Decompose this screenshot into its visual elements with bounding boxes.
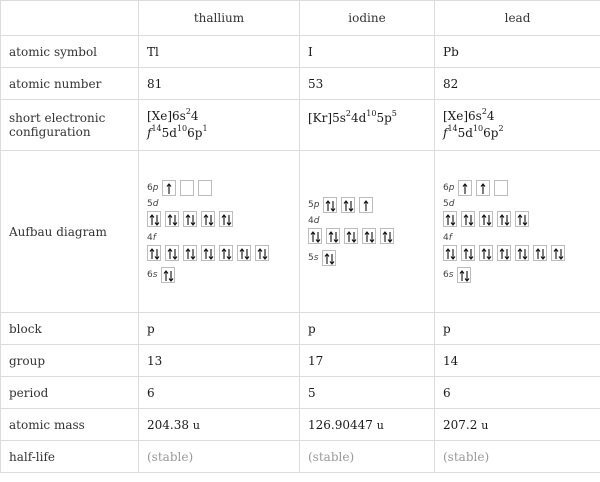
spin-up-arrow-icon bbox=[222, 215, 226, 225]
spin-down-arrow-icon bbox=[505, 215, 509, 225]
aufbau-cell-iodine bbox=[300, 151, 435, 313]
row-label: period bbox=[1, 377, 139, 409]
orbital-box bbox=[180, 180, 194, 196]
config-part: 5d bbox=[161, 126, 177, 140]
cell-iodine: 5 bbox=[300, 377, 435, 409]
orbital-box bbox=[515, 245, 529, 261]
config-cell-lead bbox=[435, 100, 600, 151]
column-header-lead: lead bbox=[435, 1, 600, 36]
cell-thallium bbox=[139, 409, 300, 441]
row-atomic-symbol bbox=[1, 36, 600, 68]
orbital-label: 4d bbox=[308, 216, 320, 226]
cell-lead: (stable) bbox=[435, 441, 600, 473]
spin-down-arrow-icon bbox=[227, 249, 231, 259]
orbital-5p bbox=[308, 197, 426, 213]
orbital-box bbox=[476, 180, 490, 196]
row-label: block bbox=[1, 313, 139, 345]
config-sup: 14 bbox=[151, 124, 162, 133]
cell-thallium: Tl bbox=[139, 36, 300, 68]
spin-down-arrow-icon bbox=[487, 215, 491, 225]
config-sup: 10 bbox=[366, 109, 377, 118]
spin-up-arrow-icon bbox=[518, 249, 522, 259]
row-electronic-configuration bbox=[1, 100, 600, 151]
orbital-box bbox=[198, 180, 212, 196]
config-cell-iodine bbox=[300, 100, 435, 151]
header-row bbox=[1, 1, 600, 36]
spin-down-arrow-icon bbox=[209, 249, 213, 259]
spin-down-arrow-icon bbox=[173, 249, 177, 259]
orbital-label: 5d bbox=[147, 199, 159, 209]
spin-down-arrow-icon bbox=[487, 249, 491, 259]
spin-up-arrow-icon bbox=[464, 249, 468, 259]
mass-unit: u bbox=[481, 418, 489, 432]
spin-up-arrow-icon bbox=[150, 249, 154, 259]
row-label: group bbox=[1, 345, 139, 377]
spin-up-arrow-icon bbox=[329, 232, 333, 242]
orbital-box bbox=[497, 245, 511, 261]
orbital-box bbox=[219, 245, 233, 261]
cell-iodine: 17 bbox=[300, 345, 435, 377]
spin-up-arrow-icon bbox=[536, 249, 540, 259]
orbital-box bbox=[461, 245, 475, 261]
spin-up-arrow-icon bbox=[500, 249, 504, 259]
row-half-life bbox=[1, 441, 600, 473]
spin-down-arrow-icon bbox=[227, 215, 231, 225]
orbital-box bbox=[201, 245, 215, 261]
spin-down-arrow-icon bbox=[388, 232, 392, 242]
cell-lead: 6 bbox=[435, 377, 600, 409]
spin-up-arrow-icon bbox=[240, 249, 244, 259]
aufbau-cell-lead bbox=[435, 151, 600, 313]
orbital-5d bbox=[443, 199, 592, 230]
spin-down-arrow-icon bbox=[541, 249, 545, 259]
spin-up-arrow-icon bbox=[383, 232, 387, 242]
cell-iodine: p bbox=[300, 313, 435, 345]
mass-value: 126.90447 bbox=[308, 417, 373, 432]
spin-down-arrow-icon bbox=[334, 232, 338, 242]
config-sup: 5 bbox=[391, 109, 397, 118]
orbital-4d bbox=[308, 216, 426, 247]
config-part: f bbox=[147, 126, 152, 140]
spin-down-arrow-icon bbox=[209, 215, 213, 225]
config-part: 4d bbox=[350, 111, 367, 125]
orbital-label: 5s bbox=[308, 253, 319, 263]
cell-iodine: I bbox=[300, 36, 435, 68]
row-label-line1: short electronic bbox=[9, 111, 106, 125]
spin-up-arrow-icon bbox=[554, 249, 558, 259]
spin-up-arrow-icon bbox=[325, 254, 329, 264]
cell-thallium: p bbox=[139, 313, 300, 345]
row-label bbox=[1, 100, 139, 151]
orbital-label: 6p bbox=[147, 183, 159, 193]
spin-up-arrow-icon bbox=[463, 184, 467, 194]
row-label: atomic number bbox=[1, 68, 139, 100]
cell-lead: 82 bbox=[435, 68, 600, 100]
row-block bbox=[1, 313, 600, 345]
row-label: atomic mass bbox=[1, 409, 139, 441]
config-part: 5p bbox=[376, 111, 392, 125]
spin-down-arrow-icon bbox=[155, 249, 159, 259]
orbital-label: 6s bbox=[147, 270, 158, 280]
orbital-box bbox=[165, 245, 179, 261]
spin-up-arrow-icon bbox=[150, 215, 154, 225]
cell-thallium: 6 bbox=[139, 377, 300, 409]
spin-down-arrow-icon bbox=[505, 249, 509, 259]
orbital-label: 6p bbox=[443, 183, 455, 193]
spin-down-arrow-icon bbox=[465, 271, 469, 281]
cell-lead: p bbox=[435, 313, 600, 345]
orbital-box bbox=[308, 228, 322, 244]
orbital-box bbox=[551, 245, 565, 261]
orbital-6s bbox=[147, 267, 291, 283]
orbital-box bbox=[443, 245, 457, 261]
cell-lead bbox=[435, 409, 600, 441]
spin-up-arrow-icon bbox=[186, 249, 190, 259]
orbital-box bbox=[362, 228, 376, 244]
spin-up-arrow-icon bbox=[464, 215, 468, 225]
config-part: f bbox=[443, 126, 448, 140]
spin-down-arrow-icon bbox=[155, 215, 159, 225]
header-corner bbox=[1, 1, 139, 36]
cell-thallium: 81 bbox=[139, 68, 300, 100]
orbital-box bbox=[201, 211, 215, 227]
row-aufbau-diagram bbox=[1, 151, 600, 313]
cell-thallium: 13 bbox=[139, 345, 300, 377]
row-label: Aufbau diagram bbox=[1, 151, 139, 313]
config-sup: 10 bbox=[472, 124, 484, 133]
orbital-box bbox=[219, 211, 233, 227]
spin-down-arrow-icon bbox=[191, 249, 195, 259]
orbital-box bbox=[344, 228, 358, 244]
orbital-box bbox=[255, 245, 269, 261]
spin-up-arrow-icon bbox=[258, 249, 262, 259]
orbital-label: 6s bbox=[443, 270, 454, 280]
orbital-box bbox=[479, 211, 493, 227]
spin-down-arrow-icon bbox=[451, 215, 455, 225]
orbital-box bbox=[183, 245, 197, 261]
orbital-box bbox=[380, 228, 394, 244]
orbital-box bbox=[323, 197, 337, 213]
spin-up-arrow-icon bbox=[482, 215, 486, 225]
spin-down-arrow-icon bbox=[451, 249, 455, 259]
mass-value: 204.38 bbox=[147, 417, 189, 432]
orbital-box bbox=[183, 211, 197, 227]
config-sup: 2 bbox=[345, 109, 351, 118]
config-sup: 10 bbox=[176, 124, 188, 133]
config-part: 6p bbox=[483, 126, 499, 140]
row-period bbox=[1, 377, 600, 409]
spin-up-arrow-icon bbox=[168, 249, 172, 259]
orbital-6p bbox=[443, 180, 592, 196]
orbital-box bbox=[147, 211, 161, 227]
spin-up-arrow-icon bbox=[186, 215, 190, 225]
orbital-label: 5p bbox=[308, 200, 320, 210]
cell-iodine: (stable) bbox=[300, 441, 435, 473]
spin-up-arrow-icon bbox=[164, 271, 168, 281]
cell-lead: Pb bbox=[435, 36, 600, 68]
orbital-box bbox=[165, 211, 179, 227]
cell-iodine bbox=[300, 409, 435, 441]
orbital-box bbox=[322, 250, 336, 266]
orbital-box bbox=[461, 211, 475, 227]
spin-up-arrow-icon bbox=[518, 215, 522, 225]
spin-up-arrow-icon bbox=[481, 184, 485, 194]
orbital-5s bbox=[308, 250, 426, 266]
spin-down-arrow-icon bbox=[469, 215, 473, 225]
aufbau-cell-thallium bbox=[139, 151, 300, 313]
spin-up-arrow-icon bbox=[168, 215, 172, 225]
orbital-label: 5d bbox=[443, 199, 455, 209]
spin-up-arrow-icon bbox=[204, 249, 208, 259]
config-sup: 1 bbox=[202, 124, 208, 133]
orbital-6s bbox=[443, 267, 592, 283]
cell-iodine: 53 bbox=[300, 68, 435, 100]
spin-down-arrow-icon bbox=[245, 249, 249, 259]
spin-down-arrow-icon bbox=[169, 271, 173, 281]
orbital-box bbox=[443, 211, 457, 227]
spin-down-arrow-icon bbox=[191, 215, 195, 225]
config-part: 6p bbox=[187, 126, 203, 140]
row-label: atomic symbol bbox=[1, 36, 139, 68]
config-sup: 2 bbox=[185, 107, 191, 116]
orbital-box bbox=[147, 245, 161, 261]
orbital-box bbox=[326, 228, 340, 244]
row-label-line2: configuration bbox=[9, 125, 91, 139]
spin-down-arrow-icon bbox=[352, 232, 356, 242]
spin-up-arrow-icon bbox=[364, 201, 368, 211]
orbital-box bbox=[359, 197, 373, 213]
config-sup: 2 bbox=[481, 107, 487, 116]
spin-up-arrow-icon bbox=[204, 215, 208, 225]
mass-unit: u bbox=[192, 418, 200, 432]
spin-up-arrow-icon bbox=[446, 215, 450, 225]
orbital-5d bbox=[147, 199, 291, 230]
spin-down-arrow-icon bbox=[523, 249, 527, 259]
spin-up-arrow-icon bbox=[482, 249, 486, 259]
orbital-label: 4f bbox=[443, 233, 452, 243]
orbital-box bbox=[494, 180, 508, 196]
spin-down-arrow-icon bbox=[316, 232, 320, 242]
spin-up-arrow-icon bbox=[347, 232, 351, 242]
spin-up-arrow-icon bbox=[365, 232, 369, 242]
spin-up-arrow-icon bbox=[326, 201, 330, 211]
spin-up-arrow-icon bbox=[344, 201, 348, 211]
spin-up-arrow-icon bbox=[446, 249, 450, 259]
config-part: 4 bbox=[486, 109, 495, 123]
spin-down-arrow-icon bbox=[370, 232, 374, 242]
config-part: 4 bbox=[190, 109, 199, 123]
cell-lead: 14 bbox=[435, 345, 600, 377]
orbital-box bbox=[479, 245, 493, 261]
orbital-6p bbox=[147, 180, 291, 196]
orbital-box bbox=[497, 211, 511, 227]
spin-down-arrow-icon bbox=[330, 254, 334, 264]
orbital-label: 4f bbox=[147, 233, 156, 243]
config-part: [Xe]6s bbox=[443, 109, 482, 123]
orbital-box bbox=[515, 211, 529, 227]
spin-down-arrow-icon bbox=[173, 215, 177, 225]
spin-down-arrow-icon bbox=[469, 249, 473, 259]
orbital-box bbox=[161, 267, 175, 283]
config-cell-thallium bbox=[139, 100, 300, 151]
mass-value: 207.2 bbox=[443, 417, 478, 432]
spin-up-arrow-icon bbox=[167, 184, 171, 194]
orbital-4f bbox=[147, 233, 291, 264]
column-header-thallium: thallium bbox=[139, 1, 300, 36]
column-header-iodine: iodine bbox=[300, 1, 435, 36]
spin-down-arrow-icon bbox=[523, 215, 527, 225]
orbital-box bbox=[162, 180, 176, 196]
cell-thallium: (stable) bbox=[139, 441, 300, 473]
config-part: 5d bbox=[457, 126, 473, 140]
orbital-box bbox=[237, 245, 251, 261]
spin-up-arrow-icon bbox=[460, 271, 464, 281]
config-part: [Xe]6s bbox=[147, 109, 186, 123]
row-label: half-life bbox=[1, 441, 139, 473]
spin-up-arrow-icon bbox=[311, 232, 315, 242]
orbital-4f bbox=[443, 233, 592, 264]
config-sup: 14 bbox=[447, 124, 458, 133]
row-atomic-mass bbox=[1, 409, 600, 441]
spin-down-arrow-icon bbox=[559, 249, 563, 259]
spin-down-arrow-icon bbox=[331, 201, 335, 211]
row-group bbox=[1, 345, 600, 377]
config-part: [Kr]5s bbox=[308, 111, 346, 125]
orbital-box bbox=[458, 180, 472, 196]
row-atomic-number bbox=[1, 68, 600, 100]
spin-up-arrow-icon bbox=[222, 249, 226, 259]
spin-down-arrow-icon bbox=[263, 249, 267, 259]
mass-unit: u bbox=[376, 418, 384, 432]
spin-down-arrow-icon bbox=[349, 201, 353, 211]
spin-up-arrow-icon bbox=[500, 215, 504, 225]
orbital-box bbox=[457, 267, 471, 283]
orbital-box bbox=[533, 245, 547, 261]
config-sup: 2 bbox=[498, 124, 504, 133]
orbital-box bbox=[341, 197, 355, 213]
